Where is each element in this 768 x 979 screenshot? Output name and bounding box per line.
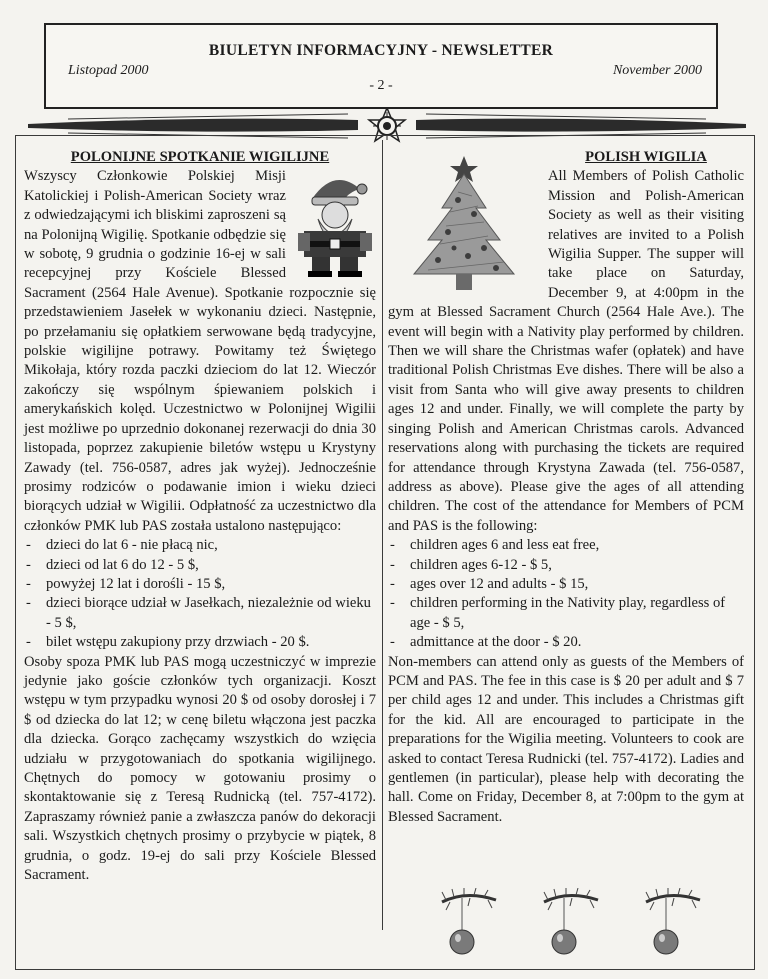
polish-article <box>24 148 376 885</box>
english-article-title: POLISH WIGILIA <box>585 149 707 165</box>
newsletter-title: BIULETYN INFORMACYJNY - NEWSLETTER <box>208 42 554 59</box>
list-item: - dzieci biorące udział w Jasełkach, niezależnie od wieku - 5 $, <box>24 594 376 633</box>
santa-claus-icon <box>294 169 376 279</box>
list-item: - dzieci do lat 6 - nie płacą nic, <box>24 536 376 555</box>
english-article-intro: All Members of Polish Catholic Mission and Polish-American Society as well as their visiting relatives are invited to a Polish Wigilia Supper. The supper will take place on Saturday, December 9, at 4:00pm in the gym at Blessed Sacrament Church (2564 Hale Ave.). The event will begin with a Nativity play performed by children. Then we will share the Christmas wafer (opłatek) and have traditional Polish Christmas Eve dishes. There will be also a visit from Santa who will give away presents to children ages 12 and under. Finally, we will complete the party by singing Polish and American Christmas carols. Advanced reservations along with purchasing the tickets are required for attendance through Krystyna Zawada (tel. 756-0587, address as above). Please give the ages of all attending children. The cost of the attendance for Members of PCM and PAS is the following: <box>388 168 744 534</box>
list-item: - children ages 6 and less eat free, <box>388 536 744 555</box>
newsletter-header <box>44 23 718 109</box>
list-item: - powyżej 12 lat i dorośli - 15 $, <box>24 575 376 594</box>
list-item: - admittance at the door - $ 20. <box>388 633 744 652</box>
english-article-closing: Non-members can attend only as guests of the Members of PCM and PAS. The fee in this case is $ 20 per adult and $ 7 per child ages 12 and under. This includes a Christmas gift for the kid. All are encouraged to participate in the preparations for the Wigilia meeting. Volunteers to cook are asked to contact Teresa Rudnicki (tel. 757-4172). Ladies and gentlemen (in particular), please help with decorating the hall. Come on Friday, December 8, at 7:00pm to the gym at Blessed Sacrament. <box>388 653 744 825</box>
christmas-ornament-icon <box>420 888 720 968</box>
polish-price-list <box>24 536 376 652</box>
polish-article-title: POLONIJNE SPOTKANIE WIGILIJNE <box>70 149 330 165</box>
christmas-tree-icon <box>388 152 540 300</box>
english-price-list <box>388 536 744 652</box>
english-article <box>388 148 744 827</box>
list-item: - children ages 6-12 - $ 5, <box>388 556 744 575</box>
list-item: - dzieci od lat 6 do 12 - 5 $, <box>24 556 376 575</box>
list-item: - bilet wstępu zakupiony przy drzwiach - 20 $. <box>24 633 376 652</box>
issue-date-english: November 2000 <box>612 63 702 78</box>
page-number: - 2 - <box>369 78 393 93</box>
list-item: - ages over 12 and adults - $ 15, <box>388 575 744 594</box>
column-divider <box>382 140 383 930</box>
issue-date-polish: Listopad 2000 <box>68 63 149 78</box>
polish-article-closing: Osoby spoza PMK lub PAS mogą uczestniczyć w imprezie jedynie jako goście członków tych organizacji. Koszt wstępu w tym przypadku wynosi 20 $ od osoby dorosłej i 7 $ od dziecka do lat 12; w cenę biletu włączona jest paczka dla dziecka. Gorąco zachęcamy wszystkich do wzięcia udziału w przygotowaniach do spotkania wigilijnego. Chętnych do pomocy w gotowaniu prosimy o skontaktowanie się z Teresą Rudnicką (tel. 757-4172). Zapraszamy również panie a zwłaszcza panów do dekoracji sali. Wszystkich chętnych prosimy o przybycie w piątek, 8 grudnia, o godz. 19-ej do sali przy Kościele Blessed Sacrament. <box>24 653 376 884</box>
polish-article-intro: Wszyscy Członkowie Polskiej Misji Katolickiej i Polish-American Society wraz z odwiedzającymi ich bliskimi zaproszeni są na Polonijną Wigilię. Spotkanie odbędzie się w sobotę, 9 grudnia o godzinie 16-ej w sali recepcyjnej przy Kościele Blessed Sacrament (2564 Hale Avenue). Spotkanie rozpocznie się przedstawieniem Jasełek w wykonaniu dzieci. Następnie, po przełamaniu się opłatkiem serwowane będą tradycyjne, polskie wigilijne potrawy. Powitamy też Świętego Mikołaja, który rozda paczki dzieciom do lat 12. Wieczór zakończy się wspólnym śpiewaniem polskich i amerykańskich kolęd. Uczestnictwo w Polonijnej Wigilii jest możliwe po uprzednio dokonanej rezerwacji do dnia 30 listopada, poprzez zakupienie biletów wstępu u Krystyny Zawady (tel. 756-0587, adres jak wyżej). Jednocześnie prosimy rodziców o podawanie imion i wieku dzieci biorących udział w Wigilii. Odpłatność za uczestnictwo dla członków PMK lub PAS została ustalono następująco: <box>24 168 376 534</box>
list-item: - children performing in the Nativity play, regardless of age - $ 5, <box>388 594 744 633</box>
